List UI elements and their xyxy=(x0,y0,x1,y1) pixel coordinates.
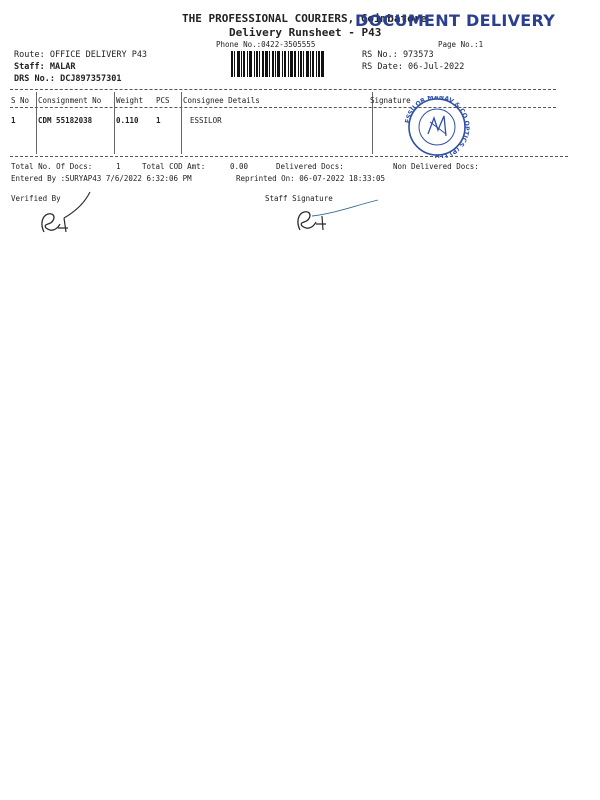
total-cod-value: 0.00 xyxy=(230,162,249,171)
page-number: Page No.:1 xyxy=(438,40,484,49)
reprinted-on: Reprinted On: 06-07-2022 18:33:05 xyxy=(236,174,386,183)
phone-number: Phone No.:0422-3505555 xyxy=(216,40,316,49)
company-seal xyxy=(400,96,474,158)
staff-label: Staff: xyxy=(14,62,45,72)
table-header-rule xyxy=(10,107,556,108)
staff-value: MALAR xyxy=(49,62,76,72)
non-delivered-docs-label: Non Delivered Docs: xyxy=(393,162,479,171)
col-separator xyxy=(36,92,37,154)
drs-value: DCJ897357301 xyxy=(60,74,122,84)
row-consignment: CDM 55182038 xyxy=(38,116,93,125)
drs-label: DRS No.: xyxy=(14,74,55,84)
verified-by-label: Verified By xyxy=(11,194,61,203)
route: Route: OFFICE DELIVERY P43 xyxy=(14,50,148,60)
header-consignment: Consignment No xyxy=(38,96,102,105)
delivered-docs-label: Delivered Docs: xyxy=(276,162,344,171)
runsheet-title: Delivery Runsheet - P43 xyxy=(229,26,382,39)
seal-text: ESSILOR MANAV & CO OPTICS (P) LTD xyxy=(404,96,471,158)
staff-signature-label: Staff Signature xyxy=(265,194,333,203)
staff-signature xyxy=(292,192,382,236)
row-pcs: 1 xyxy=(156,116,161,125)
header-consignee: Consignee Details xyxy=(183,96,260,105)
header-weight: Weight xyxy=(116,96,144,105)
barcode xyxy=(231,51,349,77)
verified-by-signature xyxy=(34,188,104,238)
rs-number: RS No.: 973573 xyxy=(362,50,434,60)
document-delivery-stamp: DOCUMENT DELIVERY xyxy=(355,11,556,30)
total-cod-label: Total COD Amt: xyxy=(142,162,206,171)
table-bottom-rule xyxy=(10,156,568,157)
total-docs-value: 1 xyxy=(116,162,121,171)
col-separator xyxy=(181,92,182,154)
header-signature: Signature xyxy=(370,96,411,105)
header-sno: S No xyxy=(11,96,30,105)
header-pcs: PCS xyxy=(156,96,170,105)
col-separator xyxy=(114,92,115,154)
row-sno: 1 xyxy=(11,116,16,125)
row-consignee: ESSILOR xyxy=(190,116,222,125)
company-name: THE PROFESSIONAL COURIERS, Coimbatore xyxy=(182,12,428,25)
total-docs-label: Total No. Of Docs: xyxy=(11,162,93,171)
table-top-rule xyxy=(10,89,556,90)
entered-by: Entered By :SURYAP43 7/6/2022 6:32:06 PM xyxy=(11,174,192,183)
row-weight: 0.110 xyxy=(116,116,139,125)
rs-date: RS Date: 06-Jul-2022 xyxy=(362,62,465,72)
